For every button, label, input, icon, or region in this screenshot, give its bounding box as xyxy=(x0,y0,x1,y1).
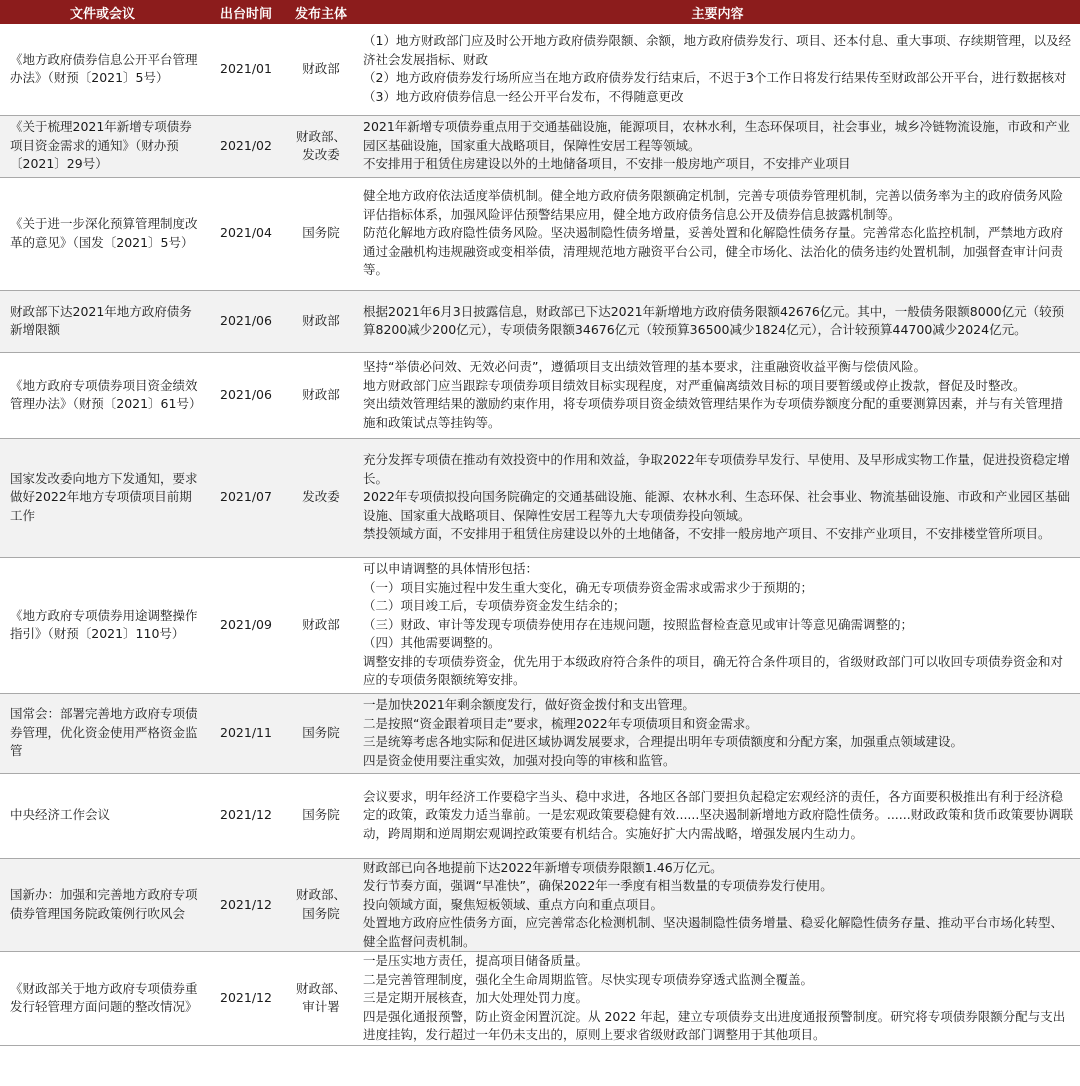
content-line: 禁投领域方面，不安排用于租赁住房建设以外的土地储备，不安排一般房地产项目、不安排产业项目，不安排楼堂管所项目。 xyxy=(363,526,1051,542)
issuer-cell: 国务院 xyxy=(287,693,355,773)
date-cell: 2021/06 xyxy=(205,352,287,438)
table-row xyxy=(0,557,1080,693)
issuer-cell: 发改委 xyxy=(287,438,355,557)
content-line: 财政部已向各地提前下达2022年新增专项债券限额1.46万亿元。 xyxy=(363,859,723,875)
content-cell xyxy=(355,24,1080,115)
date-cell: 2021/02 xyxy=(205,115,287,177)
content-line: 调整安排的专项债券资金，优先用于本级政府符合条件的项目，确无符合条件项目的，省级财政部门可以收回专项债券资金和对应的专项债务限额统筹安排。 xyxy=(363,653,1064,688)
date-cell: 2021/12 xyxy=(205,952,287,1046)
header-issuer: 发布主体 xyxy=(287,0,355,24)
header-date: 出台时间 xyxy=(205,0,287,24)
content-line: 不安排用于租赁住房建设以外的土地储备项目，不安排一般房地产项目，不安排产业项目 xyxy=(363,156,851,172)
doc-cell: 国常会：部署完善地方政府专项债券管理，优化资金使用严格资金监管 xyxy=(0,693,205,773)
content-cell xyxy=(355,858,1080,952)
content-line: 防范化解地方政府隐性债务风险。坚决遏制隐性债务增量，妥善处置和化解隐性债务存量。完善常态化监控机制，严禁地方政府通过金融机构违规融资或变相举债，清理规范地方融资平台公司，健全市场化、法治化的债务违约处置机制，加强督查审计问责等。 xyxy=(363,225,1064,278)
issuer-cell: 财政部 xyxy=(287,290,355,352)
content-line: （1）地方财政部门应及时公开地方政府债券限额、余额，地方政府债券发行、项目、还本付息、重大事项、存续期管理，以及经济社会发展指标、财政 xyxy=(363,33,1071,67)
content-line: （一）项目实施过程中发生重大变化，确无专项债券资金需求或需求少于预期的； xyxy=(363,579,814,595)
doc-cell: 财政部下达2021年地方政府债务新增限额 xyxy=(0,290,205,352)
content-cell xyxy=(355,438,1080,557)
date-cell: 2021/01 xyxy=(205,24,287,115)
table-row xyxy=(0,290,1080,352)
table-row xyxy=(0,438,1080,557)
issuer-cell: 财政部 xyxy=(287,24,355,115)
content-cell xyxy=(355,177,1080,290)
content-cell xyxy=(355,557,1080,693)
content-line: 健全地方政府依法适度举债机制。健全地方政府债务限额确定机制，完善专项债券管理机制，完善以债务率为主的政府债务风险评估指标体系，加强风险评估预警结果应用，健全地方政府债务信息公开及债券信息披露机制等。 xyxy=(363,188,1064,222)
doc-cell: 《财政部关于地方政府专项债券重发行轻管理方面问题的整改情况》 xyxy=(0,952,205,1046)
content-line: 2022年专项债拟投向国务院确定的交通基础设施、能源、农林水利、生态环保、社会事业、物流基础设施、市政和产业园区基础设施、国家重大战略项目、保障性安居工程等九大专项债券投向领域。 xyxy=(363,489,1070,523)
content-cell xyxy=(355,352,1080,438)
doc-cell: 《关于梳理2021年新增专项债券项目资金需求的通知》（财办预〔2021〕29号） xyxy=(0,115,205,177)
issuer-cell: 财政部、发改委 xyxy=(287,115,355,177)
content-line: 发行节奏方面，强调“早准快”，确保2022年一季度有相当数量的专项债券发行使用。 xyxy=(363,878,833,893)
content-line: 突出绩效管理结果的激励约束作用，将专项债券项目资金绩效管理结果作为专项债券额度分配的重要测算因素，并与有关管理措施和政策试点等挂钩等。 xyxy=(363,396,1064,430)
content-line: 四是强化通报预警，防止资金闲置沉淀。从 2022 年起，建立专项债券支出进度通报预警制度。研究将专项债券限额分配与支出进度挂钩，发行超过一年仍未支出的，原则上要求省级财政部门调整用于其他项目。 xyxy=(363,1008,1066,1042)
content-line: 投向领域方面，聚焦短板领域、重点方向和重点项目。 xyxy=(363,896,664,912)
content-line: 四是资金使用要注重实效，加强对投向等的审核和监管。 xyxy=(363,752,676,768)
content-line: 根据2021年6月3日披露信息，财政部已下达2021年新增地方政府债务限额42676亿元。其中，一般债务限额8000亿元（较预算8200减少200亿元），专项债务限额34676亿元（较预算36500减少1824亿元），合计较预算44700减少2024亿元。 xyxy=(363,303,1065,337)
date-cell: 2021/09 xyxy=(205,557,287,693)
content-line: 一是加快2021年剩余额度发行，做好资金拨付和支出管理。 xyxy=(363,697,695,712)
date-cell: 2021/07 xyxy=(205,438,287,557)
doc-cell: 国新办：加强和完善地方政府专项债券管理国务院政策例行吹风会 xyxy=(0,858,205,952)
doc-cell: 《关于进一步深化预算管理制度改革的意见》（国发〔2021〕5号） xyxy=(0,177,205,290)
content-cell xyxy=(355,952,1080,1046)
doc-cell: 《地方政府专项债券项目资金绩效管理办法》（财预〔2021〕61号） xyxy=(0,352,205,438)
content-line: 地方财政部门应当跟踪专项债券项目绩效目标实现程度，对严重偏离绩效目标的项目要暂缓或停止拨款，督促及时整改。 xyxy=(363,377,1026,393)
content-line: 一是压实地方责任，提高项目储备质量。 xyxy=(363,953,589,968)
header-content: 主要内容 xyxy=(355,0,1080,24)
date-cell: 2021/04 xyxy=(205,177,287,290)
content-line: 充分发挥专项债在推动有效投资中的作用和效益，争取2022年专项债券早发行、早使用、及早形成实物工作量，促进投资稳定增长。 xyxy=(363,452,1070,486)
table-row xyxy=(0,177,1080,290)
content-cell xyxy=(355,115,1080,177)
content-line: 坚持“举债必问效、无效必问责”，遵循项目支出绩效管理的基本要求，注重融资收益平衡与偿债风险。 xyxy=(363,359,926,374)
content-cell xyxy=(355,773,1080,858)
content-line: 可以申请调整的具体情形包括： xyxy=(363,561,539,577)
content-line: （三）财政、审计等发现专项债券使用存在违规问题，按照监督检查意见或审计等意见确需调整的； xyxy=(363,616,914,632)
issuer-cell: 国务院 xyxy=(287,773,355,858)
table-row xyxy=(0,858,1080,952)
content-cell xyxy=(355,693,1080,773)
date-cell: 2021/12 xyxy=(205,858,287,952)
table-header-row xyxy=(0,0,1080,24)
doc-cell: 《地方政府专项债券用途调整操作指引》（财预〔2021〕110号） xyxy=(0,557,205,693)
doc-cell: 《地方政府债券信息公开平台管理办法》（财预〔2021〕5号） xyxy=(0,24,205,115)
date-cell: 2021/06 xyxy=(205,290,287,352)
content-line: （四）其他需要调整的。 xyxy=(363,635,501,651)
issuer-cell: 国务院 xyxy=(287,177,355,290)
header-doc: 文件或会议 xyxy=(0,0,205,24)
date-cell: 2021/12 xyxy=(205,773,287,858)
content-line: 三是定期开展核查，加大处理处罚力度。 xyxy=(363,990,589,1005)
content-line: 二是完善管理制度，强化全生命周期监管。尽快实现专项债券穿透式监测全覆盖。 xyxy=(363,971,814,987)
content-line: （二）项目竣工后，专项债券资金发生结余的； xyxy=(363,598,626,614)
content-line: （3）地方政府债券信息一经公开平台发布，不得随意更改 xyxy=(363,88,684,104)
content-line: 三是统筹考虑各地实际和促进区域协调发展要求，合理提出明年专项债额度和分配方案，加强重点领域建设。 xyxy=(363,734,964,749)
doc-cell: 国家发改委向地方下发通知，要求做好2022年地方专项债项目前期工作 xyxy=(0,438,205,557)
content-line: 会议要求，明年经济工作要稳字当头、稳中求进，各地区各部门要担负起稳定宏观经济的责任，各方面要积极推出有利于经济稳定的政策，政策发力适当靠前。一是宏观政策要稳健有效......坚决遏制新增地方政府隐性债务。......财政政策和货币政策要协调联动，跨周期和逆周期宏观调控政策要有机结合。实施好扩大内需战略，增强发展内生动力。 xyxy=(363,788,1074,841)
content-line: 2021年新增专项债券重点用于交通基础设施，能源项目，农林水利，生态环保项目，社会事业，城乡冷链物流设施，市政和产业园区基础设施，国家重大战略项目，保障性安居工程等领域。 xyxy=(363,119,1070,153)
content-line: 二是按照“资金跟着项目走”要求，梳理2022年专项债项目和资金需求。 xyxy=(363,715,758,731)
date-cell: 2021/11 xyxy=(205,693,287,773)
content-cell xyxy=(355,290,1080,352)
table-row xyxy=(0,24,1080,115)
issuer-cell: 财政部 xyxy=(287,352,355,438)
table-row xyxy=(0,352,1080,438)
table-row xyxy=(0,115,1080,177)
issuer-cell: 财政部、国务院 xyxy=(287,858,355,952)
content-line: （2）地方政府债券发行场所应当在地方政府债券发行结束后，不迟于3个工作日将发行结果传至财政部公开平台，进行数据核对 xyxy=(363,70,1067,86)
content-line: 处置地方政府应性债务方面，应完善常态化检测机制、坚决遏制隐性债务增量、稳妥化解隐性债务存量、推动平台市场化转型、健全监督问责机制。 xyxy=(363,915,1064,949)
table-row xyxy=(0,952,1080,1046)
doc-cell: 中央经济工作会议 xyxy=(0,773,205,858)
issuer-cell: 财政部 xyxy=(287,557,355,693)
table-row xyxy=(0,773,1080,858)
issuer-cell: 财政部、审计署 xyxy=(287,952,355,1046)
table-row xyxy=(0,693,1080,773)
